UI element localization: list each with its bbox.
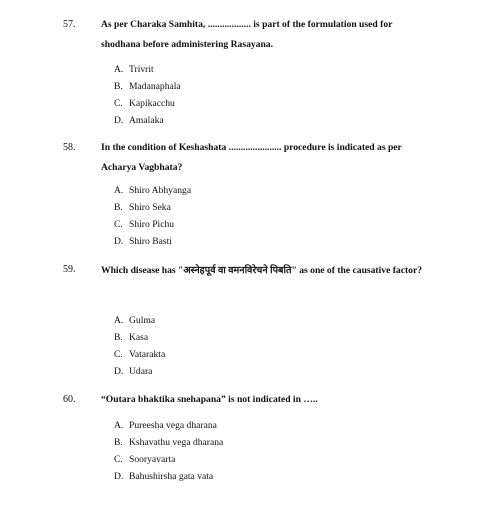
option-text: Shiro Abhyanga: [129, 185, 192, 196]
option-b: [114, 78, 181, 95]
option-b: [114, 434, 223, 451]
option-letter: D.: [114, 471, 124, 482]
option-c: [114, 95, 181, 112]
question-text: As per Charaka Samhita, .................. is part of the formulation used for shodhana before administering Rasayana.: [101, 19, 393, 50]
option-letter: D.: [114, 115, 124, 126]
option-text: Trivrit: [129, 64, 154, 75]
options-list-60: [114, 417, 223, 485]
option-letter: A.: [114, 185, 124, 196]
option-letter: A.: [114, 420, 124, 431]
option-b: [114, 199, 191, 216]
options-list-59: [114, 312, 165, 380]
option-text: Pureesha vega dharana: [129, 420, 217, 431]
option-letter: C.: [114, 219, 123, 230]
option-text: Udara: [129, 366, 153, 377]
option-text: Shiro Seka: [129, 202, 171, 213]
option-letter: B.: [114, 81, 123, 92]
option-text: Madanaphala: [129, 81, 181, 92]
option-c: [114, 216, 191, 233]
question-text: “Outara bhaktika snehapana” is not indicated in …..: [101, 394, 318, 405]
option-d: [114, 468, 223, 485]
option-letter: C.: [114, 349, 123, 360]
question-number: 60.: [63, 394, 76, 405]
option-text: Shiro Basti: [129, 236, 172, 247]
option-d: [114, 363, 165, 380]
option-letter: C.: [114, 454, 123, 465]
option-text: Shiro Pichu: [129, 219, 175, 230]
question-number: 58.: [63, 142, 76, 153]
question-text: Which disease has "अस्नेहपूर्व वा वमनविरेचने पिबति" as one of the causative factor?: [101, 265, 423, 276]
option-letter: D.: [114, 236, 124, 247]
option-text: Vatarakta: [129, 349, 166, 360]
option-a: [114, 61, 181, 78]
option-a: [114, 417, 223, 434]
option-text: Kapikacchu: [129, 98, 175, 109]
option-letter: B.: [114, 437, 123, 448]
option-text: Kasa: [129, 332, 149, 343]
option-letter: D.: [114, 366, 124, 377]
option-letter: C.: [114, 98, 123, 109]
question-number: 57.: [63, 19, 76, 30]
option-d: [114, 233, 191, 250]
options-list-58: [114, 182, 191, 250]
option-a: [114, 182, 191, 199]
options-list-57: [114, 61, 181, 129]
option-c: [114, 346, 165, 363]
option-text: Amalaka: [129, 115, 164, 126]
option-text: Gulma: [129, 315, 156, 326]
option-text: Sooryavarta: [129, 454, 176, 465]
option-letter: B.: [114, 332, 123, 343]
question-text: In the condition of Keshashata ...................... procedure is indicated as per Acharya Vagbhata?: [101, 142, 402, 173]
option-a: [114, 312, 165, 329]
option-text: Bahushirsha gata vata: [129, 471, 214, 482]
option-letter: A.: [114, 64, 124, 75]
option-c: [114, 451, 223, 468]
question-number: 59.: [63, 264, 76, 275]
option-letter: A.: [114, 315, 124, 326]
option-text: Kshavathu vega dharana: [129, 437, 224, 448]
option-letter: B.: [114, 202, 123, 213]
option-d: [114, 112, 181, 129]
option-b: [114, 329, 165, 346]
